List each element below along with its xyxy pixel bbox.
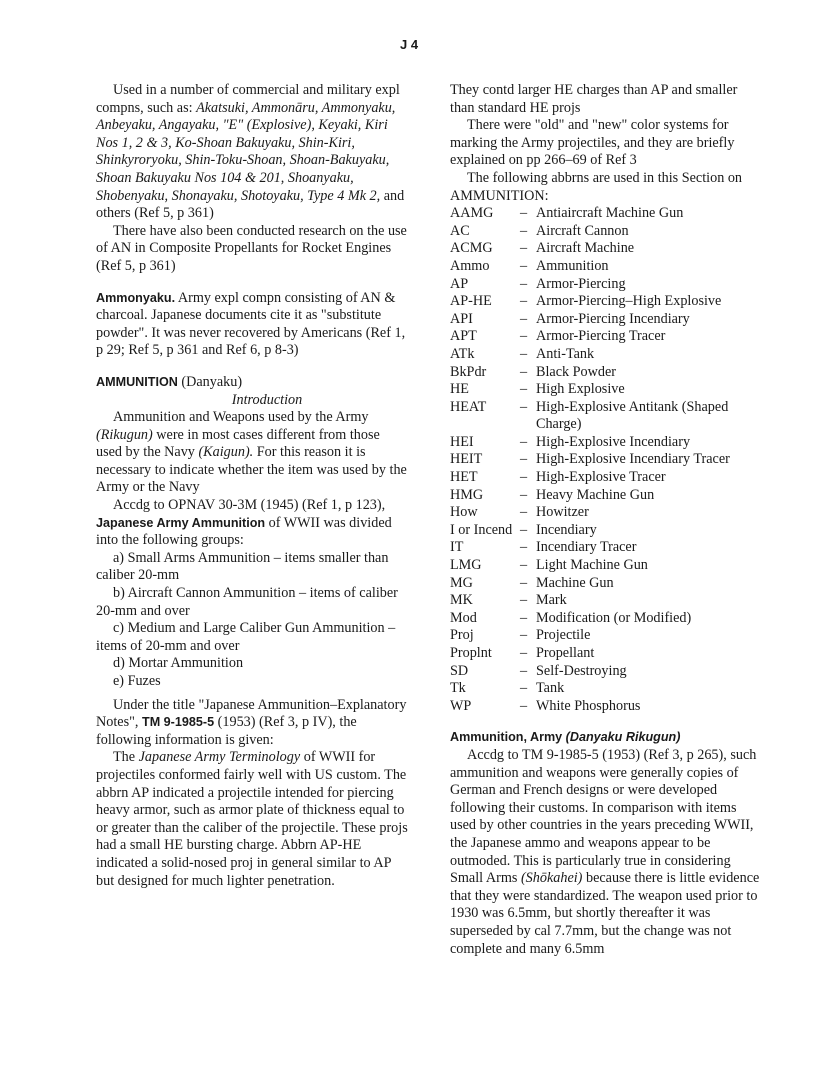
abbreviation-dash: – [520, 469, 528, 486]
left-column [96, 82, 408, 890]
abbreviation-value: Heavy Machine Gun [536, 486, 655, 503]
abbreviation-value: Mark [536, 592, 567, 609]
abbreviation-dash: – [520, 521, 528, 538]
abbreviation-value: Howitzer [536, 504, 589, 521]
abbreviation-dash: – [520, 240, 528, 257]
abbreviation-dash: – [520, 310, 528, 327]
abbreviation-key: WP [450, 697, 472, 714]
abbreviation-dash: – [520, 627, 528, 644]
paragraph-abbr-intro: The following abbrns are used in this Section on AMMUNITION: [450, 169, 743, 204]
abbreviation-row [450, 240, 762, 258]
abbreviation-value: Aircraft Machine [536, 240, 635, 257]
abbreviation-dash: – [520, 257, 528, 274]
abbreviation-value: Anti-Tank [536, 345, 595, 362]
abbreviation-row [450, 627, 762, 645]
abbreviation-dash: – [520, 662, 528, 679]
abbreviation-dash: – [520, 680, 528, 697]
abbreviation-row [450, 276, 762, 294]
abbreviation-value: Projectile [536, 627, 591, 644]
abbreviation-value: Self-Destroying [536, 662, 627, 679]
abbreviation-value: High-Explosive Incendiary [536, 433, 691, 450]
abbreviation-value: High-Explosive Incendiary Tracer [536, 451, 730, 468]
abbreviation-key: HE [450, 381, 469, 398]
abbreviation-key: LMG [450, 557, 482, 574]
abbreviation-key: APT [450, 328, 477, 345]
entry-heading-ammunition-army: Ammunition, Army [450, 730, 563, 745]
abbreviation-key: AC [450, 222, 470, 239]
abbreviation-value: Black Powder [536, 363, 616, 380]
abbreviation-row [450, 258, 762, 276]
abbreviation-row [450, 364, 762, 382]
abbreviation-key: How [450, 504, 478, 521]
paragraph-an-uses: Used in a number of commercial and military expl compns, such as: Akatsuki, Ammonāru, Ammonyaku, Anbeyaku, Angayaku, "E" (Explosive), Keyaki, Kiri Nos 1, 2 & 3, Ko-Shoan Bakuyaku, Shin-Kiri, Shinkyroryoku, Shin-Toku-Shoan, Shoan-Bakuyaku, Shoan Bakuyaku Nos 104 & 201, Shoanyaku, Shobenyaku, Shonayaku, Shotoyaku, Type 4 Mk 2, and others (Ref 5, p 361) [96, 82, 405, 222]
abbreviation-key: MG [450, 574, 473, 591]
group-item: d) Mortar Ammunition [113, 655, 244, 672]
abbreviation-row [450, 680, 762, 698]
paragraph-he-charges: They contd larger HE charges than AP and smaller than standard HE projs [450, 82, 738, 116]
paragraph-composite-propellants: There have also been conducted research on the use of AN in Composite Propellants for Rocket Engines (Ref 5, p 361) [96, 222, 407, 274]
abbreviation-key: Mod [450, 609, 477, 626]
abbreviation-key: Proplnt [450, 645, 492, 661]
abbreviation-value: Propellant [536, 645, 595, 661]
abbreviation-value: Antiaircraft Machine Gun [536, 205, 684, 222]
abbreviation-dash: – [520, 557, 528, 574]
group-item: e) Fuzes [113, 673, 161, 689]
page-number: J 4 [400, 37, 419, 52]
abbreviation-dash: – [520, 381, 528, 398]
abbreviation-value: Armor-Piercing–High Explosive [536, 293, 722, 310]
abbreviation-value: Armor-Piercing Tracer [536, 328, 666, 345]
abbreviation-value: Incendiary [536, 521, 597, 538]
abbreviation-row [450, 698, 762, 716]
abbreviation-row [450, 451, 762, 469]
abbreviation-value: Machine Gun [536, 574, 614, 591]
abbreviation-value: Tank [536, 680, 565, 697]
paragraph-opnav: Accdg to OPNAV 30-3M (1945) (Ref 1, p 123), Japanese Army Ammunition of WWII was divided into the following groups: [96, 497, 392, 549]
abbreviation-row [450, 205, 762, 223]
abbreviation-dash: – [520, 222, 528, 239]
abbreviation-key: HEAT [450, 398, 487, 415]
abbreviation-row [450, 575, 762, 593]
group-item: c) Medium and Large Caliber Gun Ammunition – items of 20-mm and over [96, 620, 396, 654]
abbreviation-key: HMG [450, 486, 484, 503]
abbreviation-key: ACMG [450, 240, 493, 257]
abbreviation-dash: – [520, 504, 528, 521]
abbreviation-key: AP [450, 275, 469, 292]
abbreviation-row [450, 311, 762, 329]
abbreviation-row [450, 469, 762, 487]
entry-ammonyaku: Ammonyaku. Army expl compn consisting of AN & charcoal. Japanese documents cite it as "substitute powder". It was never recovered by Americans (Ref 1, p 29; Ref 5, p 361 and Ref 6, p 8-3) [96, 289, 406, 359]
abbreviation-key: I or Incend [450, 521, 513, 538]
abbreviation-key: IT [450, 539, 464, 556]
abbreviation-value: High-Explosive Tracer [536, 469, 666, 486]
abbreviation-dash: – [520, 697, 528, 714]
entry-heading-ammonyaku: Ammonyaku. [96, 290, 176, 305]
abbreviation-value: Armor-Piercing Incendiary [536, 310, 690, 327]
abbreviation-key: AP-HE [450, 293, 492, 310]
abbreviation-key: Ammo [450, 257, 490, 274]
abbreviation-key: SD [450, 662, 469, 679]
abbreviation-row [450, 557, 762, 575]
abbreviation-row [450, 592, 762, 610]
abbreviation-value: Light Machine Gun [536, 557, 648, 574]
abbreviation-row [450, 381, 762, 399]
abbreviation-value: Incendiary Tracer [536, 539, 637, 556]
paragraph-tm: Under the title "Japanese Ammunition–Explanatory Notes", TM 9-1985-5 (1953) (Ref 3, p IV), the following information is given: [96, 696, 407, 748]
group-item: a) Small Arms Ammunition – items smaller than caliber 20-mm [96, 549, 389, 584]
abbreviation-row [450, 504, 762, 522]
abbreviation-key: Proj [450, 627, 474, 644]
abbreviation-dash: – [520, 275, 528, 292]
entry-ammunition-army: Ammunition, Army (Danyaku Rikugun) [450, 730, 681, 745]
abbreviation-table [450, 205, 762, 715]
abbreviation-row [450, 346, 762, 364]
abbreviation-row [450, 663, 762, 681]
abbreviation-key: HEIT [450, 451, 483, 468]
abbreviation-value: High-Explosive Antitank (Shaped Charge) [536, 398, 729, 433]
abbreviation-dash: – [520, 433, 528, 450]
abbreviation-key: ATk [450, 345, 475, 362]
abbreviation-key: HEI [450, 433, 474, 450]
abbreviation-value: High Explosive [536, 381, 625, 398]
abbreviation-value: Aircraft Cannon [536, 222, 629, 239]
abbreviation-dash: – [520, 293, 528, 310]
abbreviation-dash: – [520, 539, 528, 556]
group-item: b) Aircraft Cannon Ammunition – items of caliber 20-mm and over [96, 585, 398, 619]
abbreviation-dash: – [520, 574, 528, 591]
abbreviation-row [450, 328, 762, 346]
abbreviation-dash: – [520, 645, 528, 661]
abbreviation-key: HET [450, 469, 478, 486]
abbreviation-dash: – [520, 486, 528, 503]
abbreviation-key: AAMG [450, 205, 494, 222]
abbreviation-value: Ammunition [536, 257, 609, 274]
abbreviation-row [450, 645, 762, 663]
abbreviation-dash: – [520, 205, 528, 222]
abbreviation-row [450, 487, 762, 505]
abbreviation-row [450, 293, 762, 311]
abbreviation-row [450, 522, 762, 540]
abbreviation-value: Modification (or Modified) [536, 609, 692, 626]
entry-ammunition-heading: AMMUNITION (Danyaku) [96, 373, 243, 390]
abbreviation-dash: – [520, 398, 528, 415]
abbreviation-value: Armor-Piercing [536, 275, 626, 292]
abbreviation-dash: – [520, 328, 528, 345]
abbreviation-row [450, 539, 762, 557]
paragraph-army-navy: Ammunition and Weapons used by the Army (Rikugun) were in most cases different from those used by the Navy (Kaigun). For this reason it is necessary to indicate whether the item was used by the Army or the Navy [96, 409, 407, 496]
abbreviation-key: API [450, 310, 473, 327]
abbreviation-value: White Phosphorus [536, 697, 641, 714]
paragraph-terminology: The Japanese Army Terminology of WWII for projectiles conformed fairly well with US custom. The abbrn AP indicated a projectile intended for piercing heavy armor, such as armor plate of thickness equal to or greater than the caliber of the projectile. These projs had a small HE bursting charge. Abbrn AP-HE indicated a solid-nosed proj in general similar to AP but designed for much lighter penetration. [96, 749, 408, 889]
abbreviation-key: MK [450, 592, 473, 609]
abbreviation-row [450, 610, 762, 628]
abbreviation-dash: – [520, 592, 528, 609]
abbreviation-dash: – [520, 345, 528, 362]
abbreviation-key: Tk [450, 680, 466, 697]
abbreviation-dash: – [520, 363, 528, 380]
right-column [450, 82, 762, 958]
abbreviation-dash: – [520, 451, 528, 468]
abbreviation-row [450, 399, 762, 434]
introduction-subheading: Introduction [231, 391, 303, 408]
abbreviation-row [450, 223, 762, 241]
abbreviation-key: BkPdr [450, 363, 487, 380]
abbreviation-dash: – [520, 609, 528, 626]
paragraph-army-ammo: Accdg to TM 9-1985-5 (1953) (Ref 3, p 265), such ammunition and weapons were generally copies of German and French designs or were developed following their customs. In comparison with items used by other countries in the years preceding WWII, the Japanese ammo and weapons appear to be outmoded. This is particularly true in considering Small Arms (Shōkahei) because there is little evidence that they were standardized. The weapon used prior to 1930 was 6.5mm, but shortly thereafter it was superseded by cal 7.7mm, but the change was not complete and many 6.5mm [450, 746, 760, 957]
paragraph-color-systems: There were "old" and "new" color systems for marking the Army projectiles, and they are briefly explained on pp 266–69 of Ref 3 [450, 117, 735, 169]
abbreviation-row [450, 434, 762, 452]
